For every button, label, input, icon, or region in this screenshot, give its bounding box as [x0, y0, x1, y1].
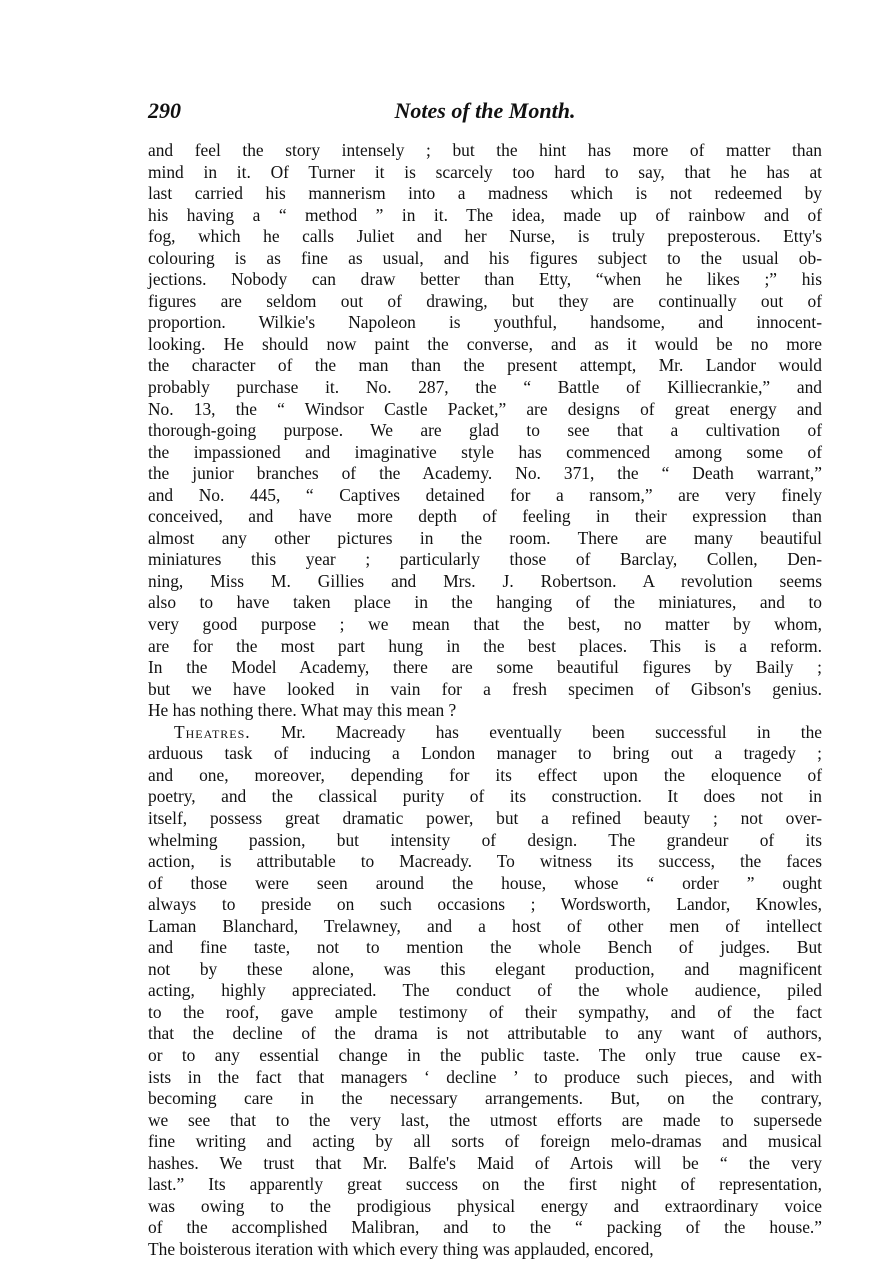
body-text [148, 140, 822, 1260]
paragraph-theatres [148, 722, 822, 1261]
text-line: of the accomplished Malibran, and to the “ packing of the house.” [148, 1217, 822, 1238]
text-line: proportion. Wilkie's Napoleon is youthful, handsome, and innocent- [148, 312, 822, 333]
text-line: Theatres. Mr. Macready has eventually been successful in the [174, 721, 822, 742]
text-line: probably purchase it. No. 287, the “ Battle of Killiecrankie,” and [148, 377, 822, 398]
text-line: figures are seldom out of drawing, but they are continually out of [148, 290, 822, 311]
paragraph-exhibition [148, 140, 822, 722]
text-line: The boisterous iteration with which every thing was applauded, encored, [148, 1238, 654, 1259]
text-line: arduous task of inducing a London manager to bring out a tragedy ; [148, 743, 822, 764]
text-line: also to have taken place in the hanging of the miniatures, and to [148, 592, 822, 613]
text-line: his having a “ method ” in it. The idea, made up of rainbow and of [148, 204, 822, 225]
running-head [148, 98, 822, 128]
text-line: hashes. We trust that Mr. Balfe's Maid of Artois will be “ the very [148, 1152, 822, 1173]
page-number: 290 [148, 98, 181, 123]
text-line: and feel the story intensely ; but the hint has more of matter than [148, 140, 822, 160]
text-line: mind in it. Of Turner it is scarcely too hard to say, that he has at [148, 161, 822, 182]
text-line: and one, moreover, depending for its effect upon the eloquence of [148, 764, 822, 785]
text-line: looking. He should now paint the converse, and as it would be no more [148, 333, 822, 354]
text-line: of those were seen around the house, whose “ order ” ought [148, 872, 822, 893]
text-line: very good purpose ; we mean that the best, no matter by whom, [148, 614, 822, 635]
text-line: Laman Blanchard, Trelawney, and a host of other men of intellect [148, 915, 822, 936]
text-line: In the Model Academy, there are some beautiful figures by Baily ; [148, 657, 822, 678]
text-line: conceived, and have more depth of feeling in their expression than [148, 506, 822, 527]
text-line: ning, Miss M. Gillies and Mrs. J. Robertson. A revolution seems [148, 570, 822, 591]
text-line: that the decline of the drama is not attributable to any want of authors, [148, 1023, 822, 1044]
text-line: not by these alone, was this elegant production, and magnificent [148, 958, 822, 979]
text-line: the character of the man than the present attempt, Mr. Landor would [148, 355, 822, 376]
text-line: the junior branches of the Academy. No. 371, the “ Death warrant,” [148, 463, 822, 484]
text-line: are for the most part hung in the best places. This is a reform. [148, 635, 822, 656]
text-line: but we have looked in vain for a fresh specimen of Gibson's genius. [148, 678, 822, 699]
text-line: ists in the fact that managers ‘ decline ’ to produce such pieces, and with [148, 1066, 822, 1087]
text-line: itself, possess great dramatic power, but a refined beauty ; not over- [148, 807, 822, 828]
text-line: fog, which he calls Juliet and her Nurse, is truly preposterous. Etty's [148, 226, 822, 247]
text-line: and fine taste, not to mention the whole Bench of judges. But [148, 937, 822, 958]
text-line: jections. Nobody can draw better than Etty, “when he likes ;” his [148, 269, 822, 290]
text-line: colouring is as fine as usual, and his figures subject to the usual ob- [148, 247, 822, 268]
text-line: No. 13, the “ Windsor Castle Packet,” are designs of great energy and [148, 398, 822, 419]
text-line: miniatures this year ; particularly those of Barclay, Collen, Den- [148, 549, 822, 570]
text-line: we see that to the very last, the utmost efforts are made to supersede [148, 1109, 822, 1130]
text-line: thorough-going purpose. We are glad to see that a cultivation of [148, 420, 822, 441]
text-line: and No. 445, “ Captives detained for a ransom,” are very finely [148, 484, 822, 505]
text-line: last.” Its apparently great success on the first night of representation, [148, 1174, 822, 1195]
text-line: fine writing and acting by all sorts of foreign melo-dramas and musical [148, 1131, 822, 1152]
text-line: the impassioned and imaginative style has commenced among some of [148, 441, 822, 462]
text-line: almost any other pictures in the room. There are many beautiful [148, 527, 822, 548]
text-line: He has nothing there. What may this mean ? [148, 700, 457, 721]
text-line: last carried his mannerism into a madness which is not redeemed by [148, 183, 822, 204]
text-line: acting, highly appreciated. The conduct of the whole audience, piled [148, 980, 822, 1001]
text-line: whelming passion, but intensity of design. The grandeur of its [148, 829, 822, 850]
running-title: Notes of the Month. [394, 98, 576, 123]
text-line: action, is attributable to Macready. To witness its success, the faces [148, 851, 822, 872]
text-line: or to any essential change in the public taste. The only true cause ex- [148, 1044, 822, 1065]
text-line: becoming care in the necessary arrangements. But, on the contrary, [148, 1088, 822, 1109]
text-line: to the roof, gave ample testimony of their sympathy, and of the fact [148, 1001, 822, 1022]
text-line: always to preside on such occasions ; Wordsworth, Landor, Knowles, [148, 894, 822, 915]
text-line: was owing to the prodigious physical energy and extraordinary voice [148, 1195, 822, 1216]
section-lead: Theatres. [174, 721, 251, 742]
text-line: poetry, and the classical purity of its construction. It does not in [148, 786, 822, 807]
